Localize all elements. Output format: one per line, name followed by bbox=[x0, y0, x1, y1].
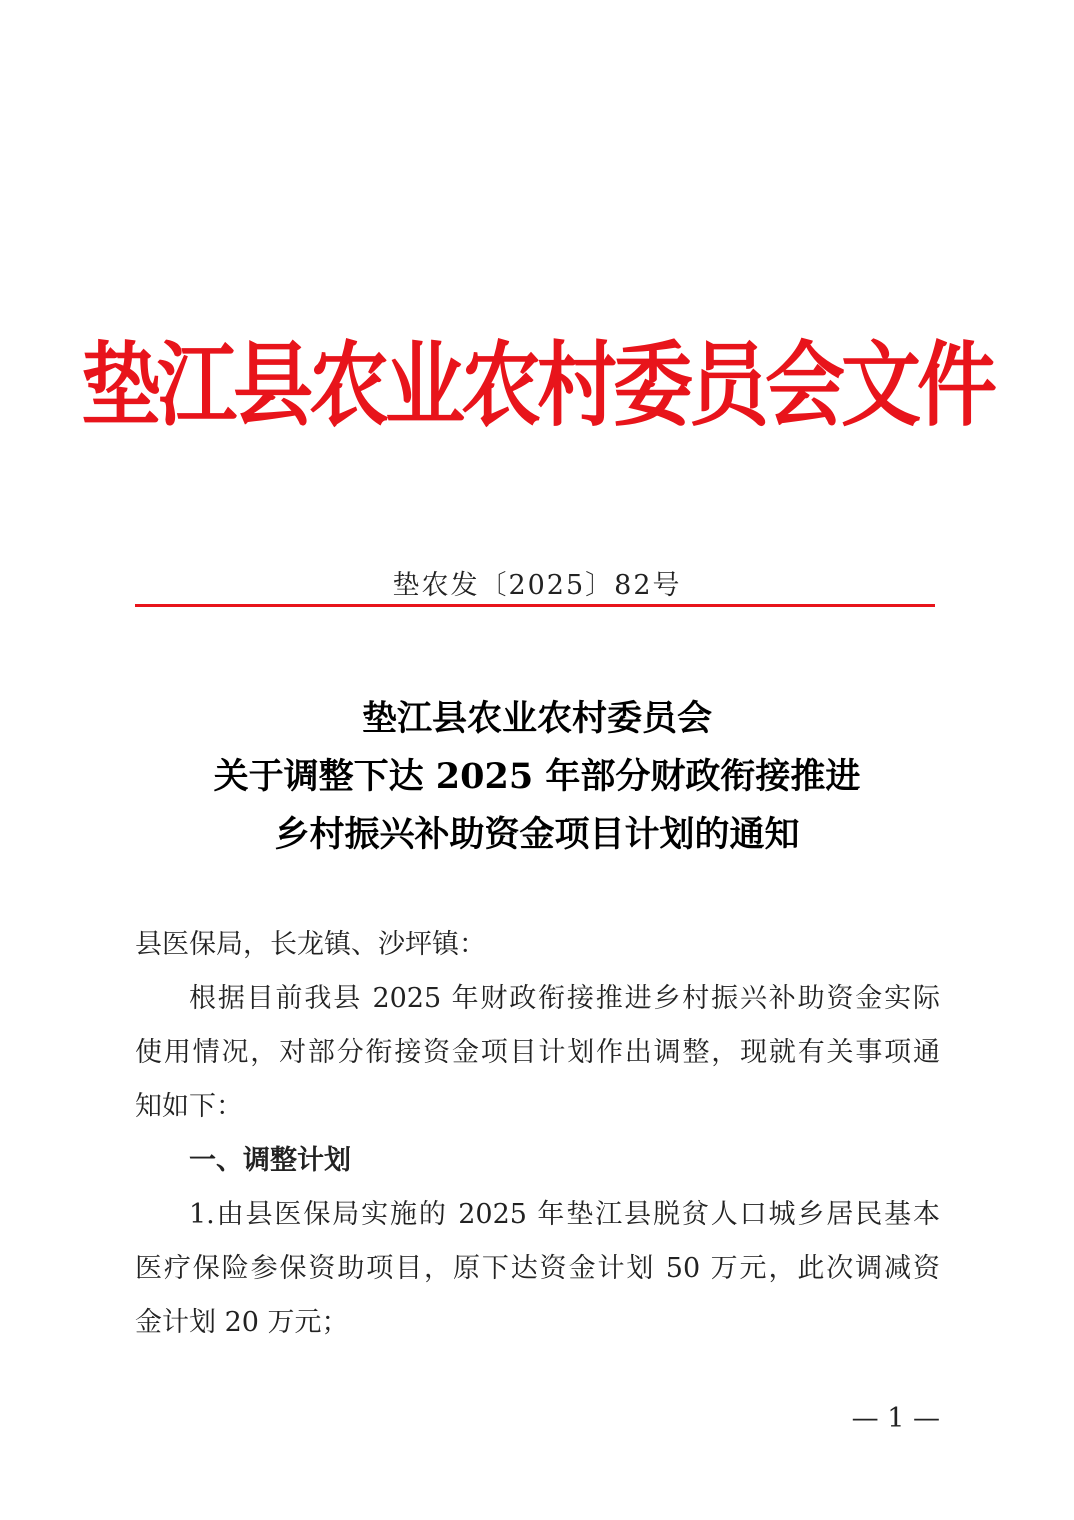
issuer-title-red-header: 垫江县农业农村委员会文件 bbox=[81, 330, 993, 440]
paragraph-line: 使用情况，对部分衔接资金项目计划作出调整，现就有关事项通 bbox=[135, 1037, 940, 1068]
title-line-3: 乡村振兴补助资金项目计划的通知 bbox=[274, 814, 800, 855]
document-number: 垫农发〔2025〕82号 bbox=[392, 570, 682, 601]
paragraph-line: 知如下： bbox=[135, 1091, 243, 1122]
document-title bbox=[0, 690, 1074, 864]
section-heading: 一、调整计划 bbox=[189, 1145, 351, 1176]
paragraph-line: 医疗保险参保资助项目，原下达资金计划 50 万元，此次调减资 bbox=[135, 1253, 940, 1284]
document-body bbox=[135, 918, 940, 1350]
title-line-1: 垫江县农业农村委员会 bbox=[361, 698, 712, 739]
paragraph-line: 金计划 20 万元； bbox=[135, 1307, 349, 1338]
paragraph-line: 1.由县医保局实施的 2025 年垫江县脱贫人口城乡居民基本 bbox=[189, 1199, 940, 1230]
title-line-2: 关于调整下达 2025 年部分财政衔接推进 bbox=[213, 756, 861, 797]
paragraph-line: 根据目前我县 2025 年财政衔接推进乡村振兴补助资金实际 bbox=[189, 983, 940, 1014]
page-number: — 1 — bbox=[851, 1403, 940, 1434]
red-divider-line bbox=[135, 604, 935, 607]
recipients-line: 县医保局，长龙镇、沙坪镇： bbox=[135, 929, 486, 960]
